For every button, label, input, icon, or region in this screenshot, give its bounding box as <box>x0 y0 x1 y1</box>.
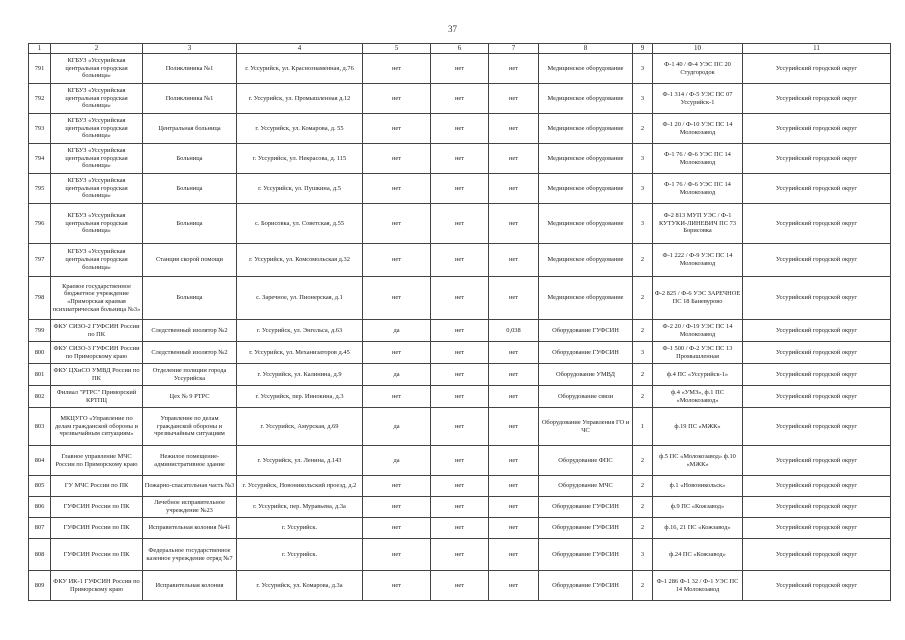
table-cell: г. Уссурийск. <box>237 539 363 571</box>
table-cell: Оборудование ГУФСИН <box>539 539 633 571</box>
table-cell: Краевое государственное бюджетное учреждение «Приморская краевая психиатрическая больница №3» <box>51 277 143 320</box>
table-cell: Медицинское оборудование <box>539 277 633 320</box>
table-cell: 805 <box>29 476 51 497</box>
table-cell: г. Уссурийск, пер. Иннокина, д.3 <box>237 386 363 408</box>
table-cell: нет <box>489 244 539 277</box>
table-cell: Следственный изолятор №2 <box>143 342 237 364</box>
table-row <box>29 518 891 539</box>
table-cell: Уссурийский городской округ <box>743 54 891 84</box>
table-cell: Ф-2 813 МУП УЭС / Ф-1 КУТУКИ-ЛИНЕВИЧ ПС 73 Борисовка <box>653 204 743 244</box>
table-cell: нет <box>431 539 489 571</box>
table-cell: Уссурийский городской округ <box>743 114 891 144</box>
table-row <box>29 342 891 364</box>
table-cell: Ф-1 40 / Ф-4 УЭС ПС 20 Студгородок <box>653 54 743 84</box>
table-cell: 808 <box>29 539 51 571</box>
table-cell: Уссурийский городской округ <box>743 497 891 518</box>
table-cell: нет <box>489 446 539 476</box>
table-cell: Главное управление МЧС России по Приморскому краю <box>51 446 143 476</box>
table-cell: нет <box>363 144 431 174</box>
table-cell: нет <box>363 342 431 364</box>
table-cell: Уссурийский городской округ <box>743 320 891 342</box>
table-cell: г. Уссурийск, Новоникольский проезд, д.2 <box>237 476 363 497</box>
column-header: 3 <box>143 44 237 54</box>
table-row <box>29 84 891 114</box>
table-cell: Уссурийский городской округ <box>743 408 891 446</box>
table-cell: МКЦУГО «Управление по делам гражданской обороны и чрезвычайным ситуациям» <box>51 408 143 446</box>
column-header: 8 <box>539 44 633 54</box>
column-header: 7 <box>489 44 539 54</box>
table-row <box>29 408 891 446</box>
table-cell: ФКУ ИК-1 ГУФСИН России по Приморскому краю <box>51 571 143 601</box>
table-cell: нет <box>489 386 539 408</box>
table-cell: 3 <box>633 54 653 84</box>
table-cell: 3 <box>633 84 653 114</box>
table-cell: Ф-1 20 / Ф-10 УЭС ПС 14 Молокозавод <box>653 114 743 144</box>
table-cell: 3 <box>633 174 653 204</box>
table-cell: ФКУ ЦХиСО УМВД России по ПК <box>51 364 143 386</box>
table-cell: нет <box>489 204 539 244</box>
table-cell: Медицинское оборудование <box>539 84 633 114</box>
table-cell: КГБУЗ «Уссурийская центральная городская больница» <box>51 114 143 144</box>
table-cell: г. Уссурийск, ул. Ленина, д.143 <box>237 446 363 476</box>
table-cell: нет <box>489 54 539 84</box>
table-cell: 809 <box>29 571 51 601</box>
table-cell: 803 <box>29 408 51 446</box>
table-cell: г. Уссурийск, ул. Промышленная д.12 <box>237 84 363 114</box>
table-cell: Нежилое помещение-административное здание <box>143 446 237 476</box>
table-cell: ф.4 «УМЗ», ф.1 ПС «Молокозавод» <box>653 386 743 408</box>
table-cell: нет <box>431 408 489 446</box>
table-cell: 2 <box>633 277 653 320</box>
table-row <box>29 204 891 244</box>
table-cell: нет <box>363 386 431 408</box>
table-cell: Ф-2 20 / Ф-19 УЭС ПС 14 Молокозавод <box>653 320 743 342</box>
table-cell: КГБУЗ «Уссурийская центральная городская больница» <box>51 54 143 84</box>
table-cell: 799 <box>29 320 51 342</box>
table-cell: Больница <box>143 144 237 174</box>
column-header: 6 <box>431 44 489 54</box>
table-cell: нет <box>431 144 489 174</box>
table-cell: да <box>363 320 431 342</box>
table-cell: нет <box>363 571 431 601</box>
table-cell: 2 <box>633 446 653 476</box>
table-cell: Оборудование ГУФСИН <box>539 571 633 601</box>
table-cell: 802 <box>29 386 51 408</box>
column-header: 5 <box>363 44 431 54</box>
table-cell: с. Борисовка, ул. Советская, д.55 <box>237 204 363 244</box>
table-cell: г. Уссурийск, ул. Комсомольская д.32 <box>237 244 363 277</box>
table-cell: 3 <box>633 342 653 364</box>
table-cell: Медицинское оборудование <box>539 114 633 144</box>
column-header: 9 <box>633 44 653 54</box>
table-cell: 806 <box>29 497 51 518</box>
table-cell: Следственный изолятор №2 <box>143 320 237 342</box>
table-cell: Уссурийский городской округ <box>743 446 891 476</box>
table-cell: Уссурийский городской округ <box>743 244 891 277</box>
table-cell: да <box>363 364 431 386</box>
table-cell: г. Уссурийск, ул. Механизаторов д.45 <box>237 342 363 364</box>
table-cell: нет <box>489 114 539 144</box>
table-cell: нет <box>363 244 431 277</box>
table-cell: г. Уссурийск, ул. Комарова, д.3а <box>237 571 363 601</box>
table-cell: Оборудование ФПС <box>539 446 633 476</box>
table-cell: КГБУЗ «Уссурийская центральная городская больница» <box>51 174 143 204</box>
table-cell: Уссурийский городской округ <box>743 342 891 364</box>
table-cell: Оборудование ГУФСИН <box>539 497 633 518</box>
table-row <box>29 277 891 320</box>
table-cell: нет <box>431 204 489 244</box>
table-row <box>29 476 891 497</box>
table-cell: да <box>363 446 431 476</box>
table-cell: Уссурийский городской округ <box>743 571 891 601</box>
column-header: 11 <box>743 44 891 54</box>
table-cell: Медицинское оборудование <box>539 144 633 174</box>
table-cell: Медицинское оборудование <box>539 54 633 84</box>
table-cell: Ф-1 76 / Ф-6 УЭС ПС 14 Молокозавод <box>653 174 743 204</box>
table-cell: ФКУ СИЗО-3 ГУФСИН России по Приморскому краю <box>51 342 143 364</box>
table-cell: 1 <box>633 408 653 446</box>
table-cell: Оборудование связи <box>539 386 633 408</box>
table-cell: КГБУЗ «Уссурийская центральная городская больница» <box>51 204 143 244</box>
table-cell: Оборудование Управления ГО и ЧС <box>539 408 633 446</box>
table-cell: нет <box>489 174 539 204</box>
table-cell: Исправительная колония <box>143 571 237 601</box>
table-cell: Больница <box>143 204 237 244</box>
table-cell: 2 <box>633 497 653 518</box>
table-cell: 795 <box>29 174 51 204</box>
table-cell: нет <box>431 518 489 539</box>
table-cell: 2 <box>633 571 653 601</box>
table-cell: Медицинское оборудование <box>539 174 633 204</box>
table-cell: Ф-1 222 / Ф-9 УЭС ПС 14 Молокозавод <box>653 244 743 277</box>
table-cell: Уссурийский городской округ <box>743 277 891 320</box>
table-cell: нет <box>431 114 489 144</box>
table-cell: Медицинское оборудование <box>539 204 633 244</box>
table-cell: Больница <box>143 277 237 320</box>
table-cell: Федеральное государственное казенное учреждение отряд №7 <box>143 539 237 571</box>
table-cell: Ф-1 286 Ф-1 32 / Ф-1 УЭС ПС 14 Молокозавод <box>653 571 743 601</box>
table-cell: ф.5 ПС «Молокозавод» ф.10 «МЖК» <box>653 446 743 476</box>
table-cell: нет <box>431 174 489 204</box>
table-row <box>29 144 891 174</box>
table-cell: 794 <box>29 144 51 174</box>
table-cell: нет <box>363 204 431 244</box>
table-cell: Цех № 9 РТРС <box>143 386 237 408</box>
table-cell: 797 <box>29 244 51 277</box>
table-cell: Поликлиника №1 <box>143 54 237 84</box>
table-cell: Уссурийский городской округ <box>743 364 891 386</box>
table-cell: 0,038 <box>489 320 539 342</box>
table-cell: нет <box>489 144 539 174</box>
table-cell: ФКУ СИЗО-2 ГУФСИН России по ПК <box>51 320 143 342</box>
table-cell: нет <box>489 539 539 571</box>
table-cell: нет <box>489 408 539 446</box>
column-header: 4 <box>237 44 363 54</box>
table-row <box>29 539 891 571</box>
table-cell: Медицинское оборудование <box>539 244 633 277</box>
table-cell: 792 <box>29 84 51 114</box>
table-cell: нет <box>431 386 489 408</box>
table-row <box>29 386 891 408</box>
table-cell: г. Уссурийск, ул. Комарова, д. 55 <box>237 114 363 144</box>
table-cell: ГУФСИН России по ПК <box>51 539 143 571</box>
table-cell: 807 <box>29 518 51 539</box>
table-cell: 2 <box>633 386 653 408</box>
table-row <box>29 497 891 518</box>
table-cell: г. Уссурийск, ул. Краснознаменная, д.76 <box>237 54 363 84</box>
table-row <box>29 114 891 144</box>
table-cell: г. Уссурийск, пер. Муравьева, д.3а <box>237 497 363 518</box>
table-cell: Уссурийский городской округ <box>743 476 891 497</box>
table-cell: 2 <box>633 476 653 497</box>
table-cell: Станция скорой помощи <box>143 244 237 277</box>
table-cell: г. Уссурийск, Амурская, д.69 <box>237 408 363 446</box>
table-cell: ф.24 ПС «Кожзавод» <box>653 539 743 571</box>
table-cell: нет <box>363 174 431 204</box>
table-cell: Уссурийский городской округ <box>743 204 891 244</box>
table-cell: Пожарно-спасательная часть №3 <box>143 476 237 497</box>
table-cell: ф.1 «Новоникольск» <box>653 476 743 497</box>
table-cell: г. Уссурийск, ул. Энгельса, д.63 <box>237 320 363 342</box>
table-cell: Ф-1 314 / Ф-5 УЭС ПС 07 Уссурийск-1 <box>653 84 743 114</box>
table-cell: нет <box>363 497 431 518</box>
table-cell: нет <box>363 54 431 84</box>
table-cell: нет <box>363 277 431 320</box>
table-row <box>29 571 891 601</box>
table-cell: Уссурийский городской округ <box>743 174 891 204</box>
table-cell: 796 <box>29 204 51 244</box>
table-cell: нет <box>363 539 431 571</box>
table-cell: Исправительная колония №41 <box>143 518 237 539</box>
table-cell: Уссурийский городской округ <box>743 386 891 408</box>
table-cell: ГУ МЧС России по ПК <box>51 476 143 497</box>
table-cell: Центральная больница <box>143 114 237 144</box>
table-cell: нет <box>431 476 489 497</box>
table-cell: Лечебное исправительное учреждение №23 <box>143 497 237 518</box>
table-cell: нет <box>431 571 489 601</box>
table-cell: 2 <box>633 114 653 144</box>
objects-table <box>28 43 891 601</box>
table-cell: нет <box>431 446 489 476</box>
table-cell: 800 <box>29 342 51 364</box>
table-cell: ф.4 ПС «Уссурийск-1» <box>653 364 743 386</box>
table-cell: нет <box>431 342 489 364</box>
table-row <box>29 54 891 84</box>
table-cell: Больница <box>143 174 237 204</box>
table-cell: Управление по делам гражданской обороны и чрезвычайным ситуациям <box>143 408 237 446</box>
table-cell: 801 <box>29 364 51 386</box>
table-row <box>29 174 891 204</box>
table-cell: нет <box>489 364 539 386</box>
table-cell: нет <box>489 497 539 518</box>
table-cell: нет <box>431 320 489 342</box>
table-cell: да <box>363 408 431 446</box>
table-cell: Ф-1 500 / Ф-2 УЭС ПС 13 Промышленная <box>653 342 743 364</box>
column-header: 1 <box>29 44 51 54</box>
table-cell: ф.19 ПС «МЖК» <box>653 408 743 446</box>
table-cell: 3 <box>633 144 653 174</box>
table-cell: 3 <box>633 204 653 244</box>
table-cell: 793 <box>29 114 51 144</box>
table-cell: нет <box>431 84 489 114</box>
table-cell: Оборудование МЧС <box>539 476 633 497</box>
table-cell: нет <box>431 497 489 518</box>
table-cell: КГБУЗ «Уссурийская центральная городская больница» <box>51 84 143 114</box>
table-cell: нет <box>431 54 489 84</box>
table-row <box>29 364 891 386</box>
table-row <box>29 446 891 476</box>
table-cell: нет <box>431 364 489 386</box>
column-header: 2 <box>51 44 143 54</box>
table-cell: 2 <box>633 518 653 539</box>
table-cell: Уссурийский городской округ <box>743 518 891 539</box>
table-cell: КГБУЗ «Уссурийская центральная городская больница» <box>51 244 143 277</box>
table-cell: Уссурийский городской округ <box>743 144 891 174</box>
table-cell: г. Уссурийск, ул. Некрасова, д. 115 <box>237 144 363 174</box>
table-cell: Оборудование ГУФСИН <box>539 320 633 342</box>
table-cell: Ф-2 825 / Ф-6 УЭС ЗАРЕЧНОЕ ПС 18 Баневурово <box>653 277 743 320</box>
table-cell: нет <box>363 518 431 539</box>
table-cell: с. Заречное, ул. Пионерская, д.1 <box>237 277 363 320</box>
table-cell: нет <box>489 277 539 320</box>
table-cell: Филиал "РТРС" Приморский КРТПЦ <box>51 386 143 408</box>
table-cell: Отделение полиции города Уссурийска <box>143 364 237 386</box>
table-cell: нет <box>363 114 431 144</box>
table-cell: Уссурийский городской округ <box>743 539 891 571</box>
header-row <box>29 44 891 54</box>
column-header: 10 <box>653 44 743 54</box>
table-cell: Поликлиника №1 <box>143 84 237 114</box>
table-cell: нет <box>489 342 539 364</box>
table-cell: нет <box>489 518 539 539</box>
table-cell: Уссурийский городской округ <box>743 84 891 114</box>
table-cell: Ф-1 76 / Ф-6 УЭС ПС 14 Молокозавод <box>653 144 743 174</box>
table-cell: ГУФСИН России по ПК <box>51 518 143 539</box>
page-number: 37 <box>448 24 457 34</box>
table-cell: ф.9 ПС «Кожзавод» <box>653 497 743 518</box>
table-cell: нет <box>489 476 539 497</box>
table-cell: 2 <box>633 320 653 342</box>
table-cell: нет <box>363 84 431 114</box>
table-cell: 798 <box>29 277 51 320</box>
table-cell: 791 <box>29 54 51 84</box>
table-cell: г. Уссурийск. <box>237 518 363 539</box>
table-cell: ф.16, 21 ПС «Кожзавод» <box>653 518 743 539</box>
table-cell: 804 <box>29 446 51 476</box>
table-cell: нет <box>363 476 431 497</box>
table-cell: Оборудование ГУФСИН <box>539 342 633 364</box>
table-row <box>29 320 891 342</box>
table-cell: г. Уссурийск, ул. Пушкина, д.5 <box>237 174 363 204</box>
table-cell: 2 <box>633 244 653 277</box>
table-cell: 3 <box>633 539 653 571</box>
table-cell: 2 <box>633 364 653 386</box>
table-cell: ГУФСИН России по ПК <box>51 497 143 518</box>
table-cell: КГБУЗ «Уссурийская центральная городская больница» <box>51 144 143 174</box>
table-cell: Оборудование УМВД <box>539 364 633 386</box>
table-cell: нет <box>431 244 489 277</box>
table-cell: Оборудование ГУФСИН <box>539 518 633 539</box>
table-row <box>29 244 891 277</box>
table-cell: нет <box>489 84 539 114</box>
table-cell: г. Уссурийск, ул. Калинина, д.9 <box>237 364 363 386</box>
table-cell: нет <box>489 571 539 601</box>
table-cell: нет <box>431 277 489 320</box>
